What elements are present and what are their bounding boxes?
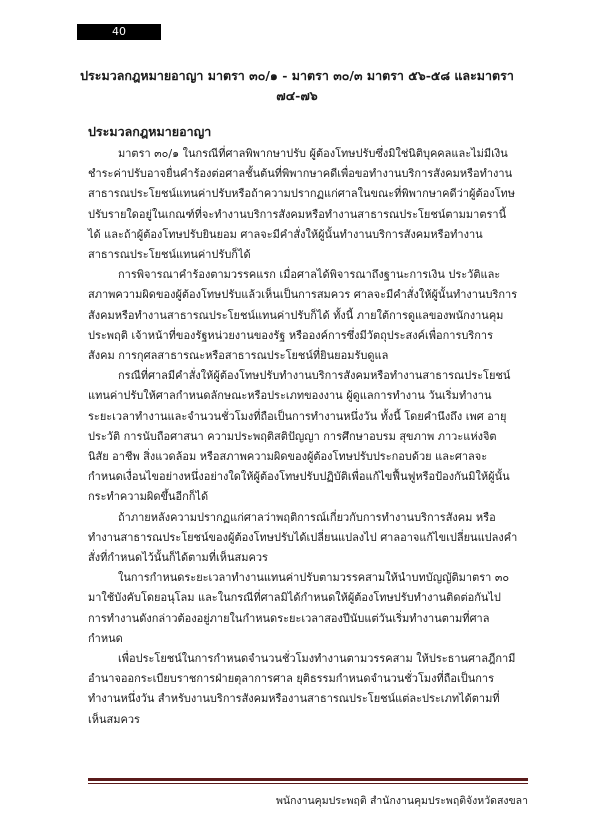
paragraph-regulation: เพื่อประโยชน์ในการกำหนดจำนวนชั่วโมงทำงานตามวรรคสาม ให้ประธานศาลฎีกามีอำนาจออกระเบียบราชการฝ่ายตุลาการศาล ยุติธรรมกำหนดจำนวนชั่วโมงที่ถือเป็นการทำงานหนึ่งวัน สำหรับงานบริการสังคมหรืองานสาธารณประโยชน์แต่ละประเภทได้ตามที่เห็นสมควร — [88, 652, 516, 726]
paragraph-duration: ในการกำหนดระยะเวลาทำงานแทนค่าปรับตามวรรคสามให้นำบทบัญญัติมาตรา ๓๐ มาใช้บังคับโดยอนุโลม และในกรณีที่ศาลมิได้กำหนดให้ผู้ต้องโทษปรับทำงานติดต่อกันไป การทำงานดังกล่าวต้องอยู่ภายในกำหนดระยะเวลาสองปีนับแต่วันเริ่มทำงานตามที่ศาลกำหนด — [88, 571, 510, 645]
paragraph-section-30-1: มาตรา ๓๐/๑ ในกรณีที่ศาลพิพากษาปรับ ผู้ต้องโทษปรับซึ่งมิใช่นิติบุคคลและไม่มีเงินชำระค่าปรับอาจยื่นคำร้องต่อศาลชั้นต้นที่พิพากษาคดีเพื่อขอทำงานบริการสังคมหรือทำงานสาธารณประโยชน์แทนค่าปรับหรือถ้าความปรากฏแก่ศาลในขณะที่พิพากษาคดีว่าผู้ต้องโทษปรับรายใดอยู่ในเกณฑ์ที่จะทำงานบริการสังคมหรือทำงานสาธารณประโยชน์ตามมาตรานี้ได้ และถ้าผู้ต้องโทษปรับยินยอม ศาลจะมีคำสั่งให้ผู้นั้นทำงานบริการสังคมหรือทำงานสาธารณประโยชน์แทนค่าปรับก็ได้ — [88, 147, 516, 262]
body-text — [88, 144, 518, 730]
footer-text: พนักงานคุมประพฤติ สำนักงานคุมประพฤติจังหวัดสงขลา — [276, 795, 528, 807]
paragraph-order-change: ถ้าภายหลังความปรากฏแก่ศาลว่าพฤติการณ์เกี่ยวกับการทำงานบริการสังคม หรือทำงานสาธารณประโยชน์ของผู้ต้องโทษปรับได้เปลี่ยนแปลงไป ศาลอาจแก้ไขเปลี่ยนแปลงคำสั่งที่กำหนดไว้นั้นก็ได้ตามที่เห็นสมควร — [88, 510, 518, 565]
footer-rule — [88, 778, 528, 781]
paragraph-consideration: การพิจารณาคำร้องตามวรรคแรก เมื่อศาลได้พิจารณาถึงฐานะการเงิน ประวัติและสภาพความผิดของผู้ต้องโทษปรับแล้วเห็นเป็นการสมควร ศาลจะมีคำสั่งให้ผู้นั้นทำงานบริการสังคมหรือทำงานสาธารณประโยชน์แทนค่าปรับก็ได้ ทั้งนี้ ภายใต้การดูแลของพนักงานคุมประพฤติ เจ้าหน้าที่ของรัฐหน่วยงานของรัฐ หรือองค์การซึ่งมีวัตถุประสงค์เพื่อการบริการสังคม การกุศลสาธารณะหรือสาธารณประโยชน์ที่ยินยอมรับดูแล — [88, 268, 518, 363]
footer-rule-thin — [88, 783, 528, 784]
section-title: ประมวลกฎหมายอาญา — [88, 124, 212, 139]
page-number: 40 — [77, 24, 161, 40]
document-heading: ประมวลกฎหมายอาญา มาตรา ๓๐/๑ - มาตรา ๓๐/๓ มาตรา ๕๖-๕๘ และมาตรา ๗๔-๗๖ — [80, 68, 514, 103]
paragraph-work-conditions: กรณีที่ศาลมีคำสั่งให้ผู้ต้องโทษปรับทำงานบริการสังคมหรือทำงานสาธารณประโยชน์แทนค่าปรับให้ศาลกำหนดลักษณะหรือประเภทของงาน ผู้ดูแลการทำงาน วันเริ่มทำงาน ระยะเวลาทำงานและจำนวนชั่วโมงที่ถือเป็นการทำงานหนึ่งวัน ทั้งนี้ โดยคำนึงถึง เพศ อายุ ประวัติ การนับถือศาสนา ความประพฤติสติปัญญา การศึกษาอบรม สุขภาพ ภาวะแห่งจิต นิสัย อาชีพ สิ่งแวดล้อม หรือสภาพความผิดของผู้ต้องโทษปรับประกอบด้วย และศาลจะกำหนดเงื่อนไขอย่างหนึ่งอย่างใดให้ผู้ต้องโทษปรับปฏิบัติเพื่อแก้ไขฟื้นฟูหรือป้องกันมิให้ผู้นั้นกระทำความผิดขึ้นอีกก็ได้ — [88, 369, 511, 504]
